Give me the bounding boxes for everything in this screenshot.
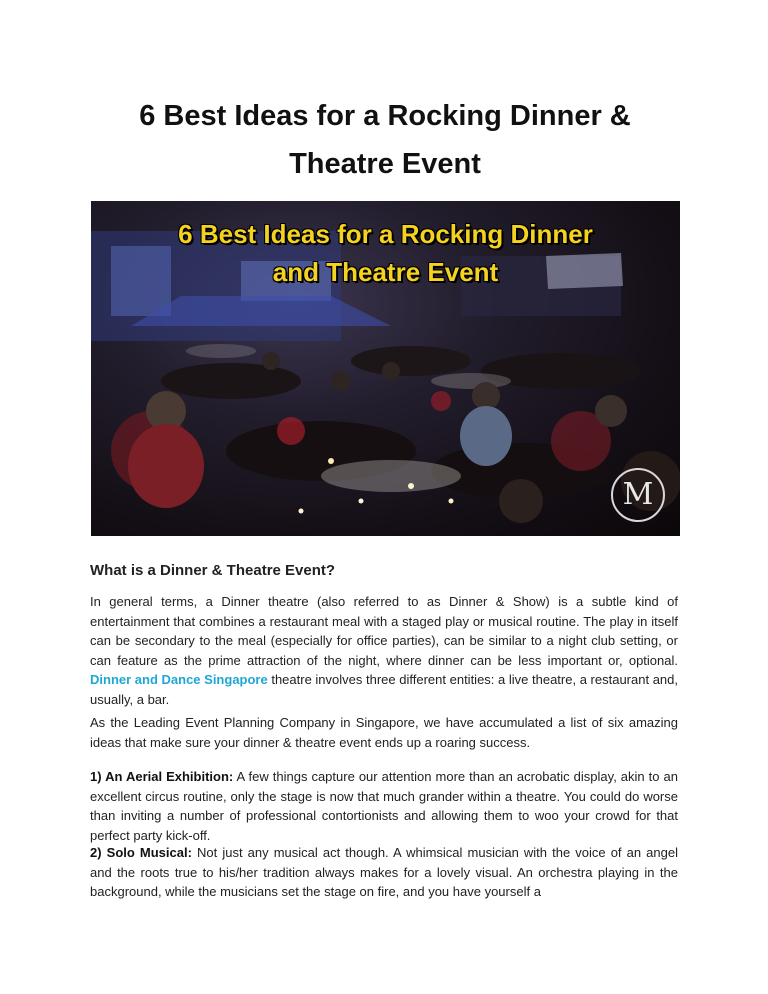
- hero-headline-line-2: and Theatre Event: [272, 257, 499, 287]
- page-title: [90, 92, 680, 188]
- idea-1-paragraph: [90, 767, 678, 845]
- intro-text-before: In general terms, a Dinner theatre (also referred to as Dinner & Show) is a subtle kind of entertainment that combines a restaurant meal with a staged play or musical routine. The play in itself can be secondary to the meal (especially for office parties), can be similar to a night club setting, or can feature as the prime attraction of the night, where dinner can be less important or, optional.: [90, 594, 678, 668]
- idea-1-text: A few things capture our attention more than an acrobatic display, akin to an excellent circus routine, only the stage is now that much grander within a theatre. You could do worse than inviting a number of professional contortionists and allowing them to woo your crowd for that perfect party kick-off.: [90, 769, 678, 843]
- section-heading: What is a Dinner & Theatre Event?: [90, 562, 336, 579]
- idea-2-paragraph: [90, 843, 678, 902]
- page-title-line-1: 6 Best Ideas for a Rocking Dinner &: [139, 100, 631, 132]
- hero-headline-line-1: 6 Best Ideas for a Rocking Dinner: [178, 219, 593, 249]
- idea-2-label: 2) Solo Musical:: [90, 845, 192, 860]
- page-title-line-2: Theatre Event: [289, 148, 481, 180]
- intro-paragraph: [90, 592, 678, 709]
- company-paragraph: As the Leading Event Planning Company in Singapore, we have accumulated a list of six amazing ideas that make sure your dinner & theatre event ends up a roaring success.: [90, 715, 678, 750]
- hero-headline: [91, 215, 680, 291]
- brand-logo: M: [611, 468, 665, 522]
- idea-1-label: 1) An Aerial Exhibition:: [90, 769, 234, 784]
- idea-2-text: Not just any musical act though. A whimsical musician with the voice of an angel and the roots true to his/her tradition always makes for a lovely visual. An orchestra playing in the background, while the musicians set the stage on fire, and you have yourself a: [90, 845, 678, 899]
- hero-image: [91, 201, 680, 536]
- dinner-dance-singapore-link[interactable]: Dinner and Dance Singapore: [90, 672, 268, 687]
- intro-text-after: theatre involves three different entities: a live theatre, a restaurant and, usually, a bar.: [90, 672, 678, 707]
